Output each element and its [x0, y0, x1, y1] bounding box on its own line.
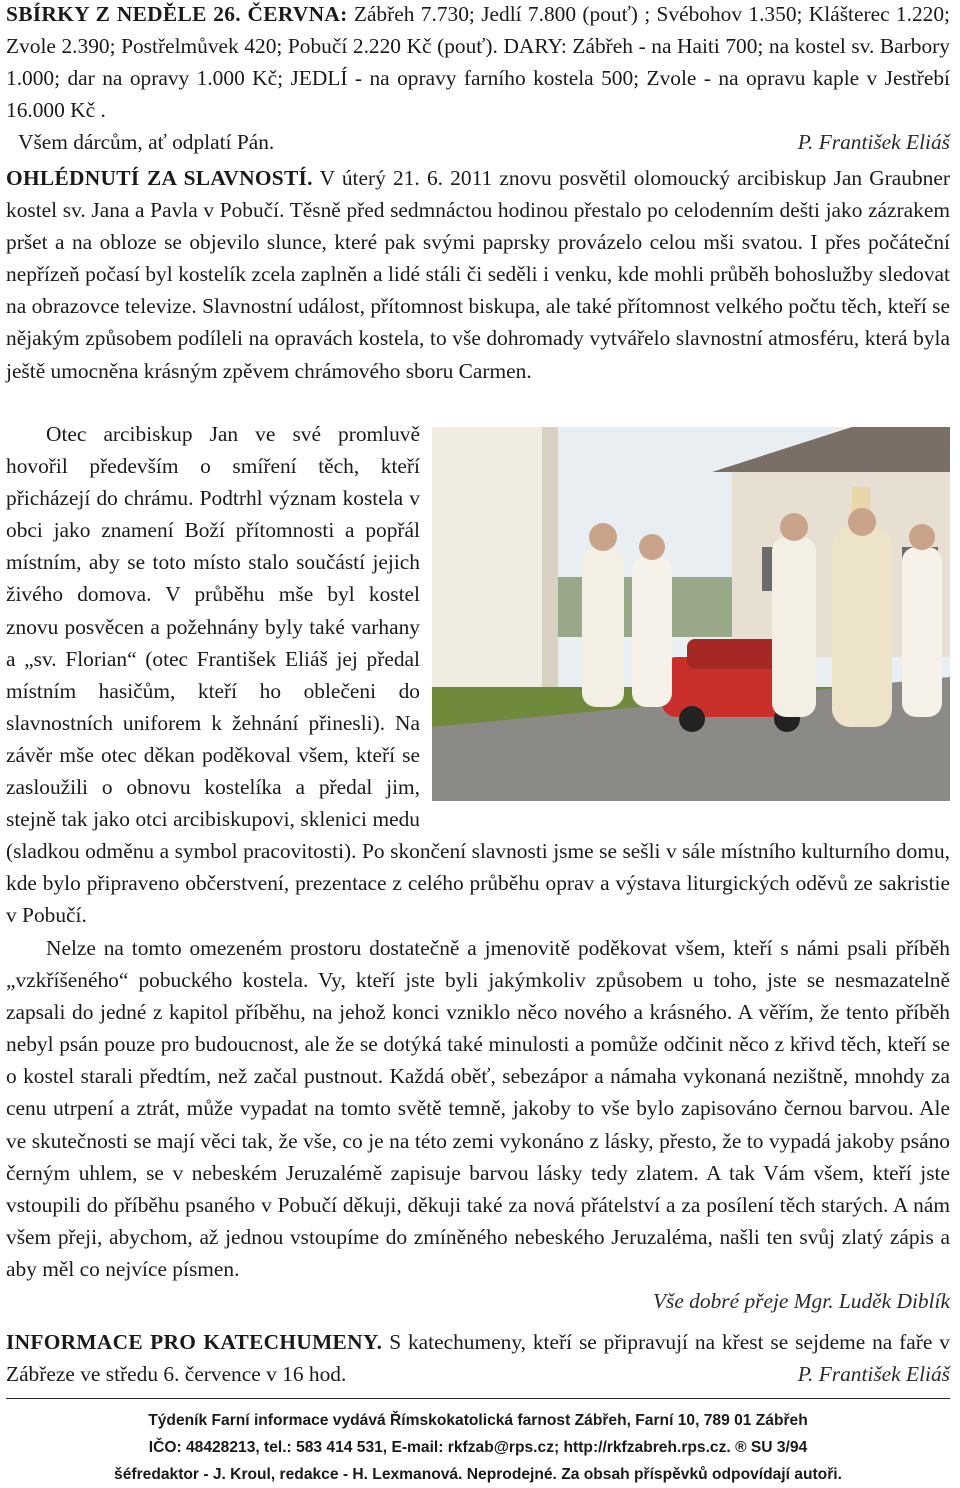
collections-signature-line	[6, 126, 950, 158]
collections-thanks: Všem dárcům, ať odplatí Pán.	[18, 130, 275, 155]
celebration-paragraph-2: Otec arcibiskup Jan ve své promluvě hovořil především o smíření těch, kteří přicházejí do chrámu. Podtrhl význam kostela v obci jako znamení Boží přítomnosti a popřál místním, aby se toto místo stalo součástí jejich živého domova. V průběhu mše byl kostel znovu posvěcen a požehnány byly také varhany a „sv. Florian“ (otec František Eliáš jej předal místním hasičům, kteří ho oblečeni do slavnostních uniforem k žehnání přinesli). Na závěr mše otec děkan poděkoval všem, kteří se zasloužili o obnovu kostelíka a předal jim, stejně tak jako otci arcibiskupovi, sklenici medu (sladkou odměnu a symbol pracovitosti). Po skončení slavnosti jsme se sešli v sále místního kulturního domu, kde bylo připraveno občerstvení, prezentace z celého průběhu oprav a výstava liturgických oděvů ze sakristie v Pobučí.	[6, 422, 950, 928]
celebration-paragraph-1	[6, 162, 950, 387]
procession-photo-image	[432, 427, 950, 801]
collections-section	[6, 0, 950, 158]
celebration-paragraph-3: Nelze na tomto omezeném prostoru dostatečně a jmenovitě poděkovat všem, kteří s námi psali příběh „vzkříšeného“ pobuckého kostela. Vy, kteří jste byli jakýmkoliv způsobem u toho, jste se nesmazatelně zapsali do jedné z kapitol příběhu, na jehož konci vzniklo něco nového a krásného. A věřím, že tento příběh nebyl psán pouze pro budoucnost, ale že se dotýká také minulosti a pomůže odčinit něco z křivd těch, kteří se o kostel starali předtím, než začal pustnout. Každá oběť, sebezápor a námaha vykonaná nezištně, mnohdy za cenu utrpení a ztrát, může vypadat na tomto světě temně, jakoby to vše bylo zapisováno černou barvou. Ale ve skutečnosti se mají věci tak, že vše, co je na této zemi vykonáno z lásky, přesto, že to vypadá jakoby psáno černým uhlem, se v nebeském Jeruzalémě zapisuje barvou lásky tedy zlatem. A tak Vám všem, kteří jste vstoupili do příběhu psaného v Pobučí děkuji, děkuji také za nová přátelství a za posílení těch starých. A nám všem přeji, abychom, až jednou vstoupíme do zmíněného nebeského Jeruzaléma, našli ten svůj zlatý zápis a aby měl co nejvíce písmen.	[6, 936, 950, 1281]
collections-text: Zábřeh 7.730; Jedlí 7.800 (pouť) ; Svébohov 1.350; Klášterec 1.220; Zvole 2.390; Postřelmůvek 420; Pobučí 2.220 Kč (pouť). DARY: Zábřeh - na Haiti 700; na kostel sv. Barbory 1.000; dar na opravy 1.000 Kč; JEDLÍ - na opravy farního kostela 500; Zvole - na opravu kaple v Jestřebí 16.000 Kč .	[6, 2, 950, 123]
catechumens-heading: INFORMACE PRO KATECHUMENY.	[6, 1330, 383, 1354]
collections-heading: SBÍRKY Z NEDĚLE 26. ČERVNA:	[6, 2, 348, 26]
celebration-heading: OHLÉDNUTÍ ZA SLAVNOSTÍ.	[6, 166, 313, 190]
celebration-para1-text: V úterý 21. 6. 2011 znovu posvětil olomoucký arcibiskup Jan Graubner kostel sv. Jana a Pavla v Pobučí. Těsně před sedmnáctou hodinou přestalo po celodenním dešti jako zázrakem pršet a na obloze se objevilo slunce, které pak svými paprsky provázelo celou mši svatou. I přes počáteční nepřízeň počasí byl kostelík zcela zaplněn a lidé stáli či seděli i venku, kde mohli průběh bohoslužby sledovat na obrazovce televize. Slavnostní událost, přítomnost biskupa, ale také přítomnost velkého počtu těch, kteří se nějakým způsobem podíleli na opravách kostela, to vše dohromady vytvářelo slavnostní atmosféru, která byla ještě umocněna krásným zpěvem chrámového sboru Carmen.	[6, 166, 950, 383]
celebration-closing-section	[6, 932, 950, 1317]
footer-line-editors: šéfredaktor - J. Kroul, redakce - H. Lexmanová. Neprodejné. Za obsah příspěvků odpovídají autoři.	[114, 1466, 842, 1483]
collections-paragraph	[6, 0, 950, 126]
collections-signature: P. František Eliáš	[797, 130, 950, 155]
celebration-section	[6, 162, 950, 387]
publisher-footer	[6, 1398, 950, 1488]
catechumens-section	[6, 1326, 950, 1390]
footer-line-contact: IČO: 48428213, tel.: 583 414 531, E-mail: rkfzab@rps.cz; http://rkfzabreh.rps.cz. ® SU 3/94	[148, 1439, 808, 1456]
catechumens-signature: P. František Eliáš	[797, 1362, 950, 1387]
celebration-signature: Vše dobré přeje Mgr. Luděk Diblík	[652, 1289, 950, 1314]
celebration-photo-block	[6, 418, 950, 932]
procession-photo	[432, 427, 950, 801]
catechumens-text: S katechumeny, kteří se připravují na křest se sejdeme na faře v Zábřeze ve středu 6. července v 16 hod.	[6, 1330, 950, 1387]
footer-line-publisher: Týdeník Farní informace vydává Římskokatolická farnost Zábřeh, Farní 10, 789 01 Zábřeh	[148, 1412, 808, 1429]
